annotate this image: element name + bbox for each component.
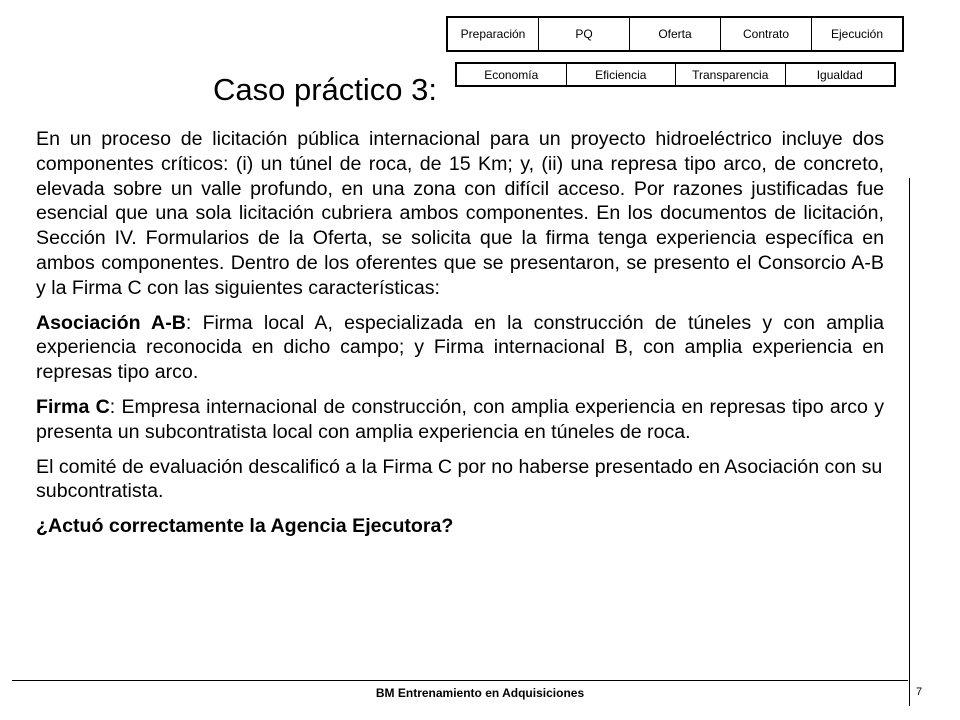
phase-nav: [446, 16, 904, 52]
nav-contrato[interactable]: Contrato: [721, 18, 812, 50]
nav-preparacion[interactable]: Preparación: [448, 18, 539, 50]
right-divider: [909, 178, 910, 706]
nav-pq[interactable]: PQ: [539, 18, 630, 50]
nav-transparencia[interactable]: Transparencia: [676, 64, 786, 85]
question-text: ¿Actuó correctamente la Agencia Ejecutora?: [36, 515, 454, 538]
principles-nav: [455, 62, 896, 87]
footer-divider: [12, 680, 908, 681]
nav-igualdad[interactable]: Igualdad: [816, 67, 863, 82]
firma-c-text: : Empresa internacional de construcción, con amplia experiencia en represas tipo arco y presenta un subcontratista local con amplia experiencia en túneles de roca.: [36, 395, 885, 443]
question-paragraph: [36, 514, 884, 539]
page-number: 7: [916, 686, 923, 698]
asociacion-label: Asociación A-B: [36, 311, 186, 334]
firma-c-label: Firma C: [36, 395, 110, 418]
nav-eficiencia[interactable]: Eficiencia: [567, 64, 677, 85]
case-intro-paragraph: En un proceso de licitación pública internacional para un proyecto hidroeléctrico incluye dos componentes críticos: (i) un túnel de roca, de 15 Km; y, (ii) una represa tipo arco, de concreto, elevada sobre un valle profundo, en una zona con difícil acceso. Por razones justificadas fue esencial que una sola licitación cubriera ambos componentes. En los documentos de licitación, Sección IV. Formularios de la Oferta, se solicita que la firma tenga experiencia específica en ambos componentes. Dentro de los oferentes que se presentaron, se presento el Consorcio A-B y la Firma C con las siguientes características:: [36, 128, 884, 299]
nav-ejecucion[interactable]: Ejecución: [830, 27, 884, 41]
nav-oferta[interactable]: Oferta: [630, 18, 721, 50]
case-body: [36, 127, 884, 549]
committee-paragraph: El comité de evaluación descalificó a la Firma C por no haberse presentado en Asociación con su subcontratista.: [36, 455, 883, 503]
asociacion-text: : Firma local A, especializada en la construcción de túneles y con amplia experiencia reconocida en dicho campo; y Firma internacional B, con amplia experiencia en represas tipo arco.: [36, 311, 884, 384]
asociacion-paragraph: [36, 311, 884, 385]
footer-text: BM Entrenamiento en Adquisiciones: [375, 686, 585, 700]
firma-c-paragraph: [36, 395, 884, 445]
slide-title: Caso práctico 3:: [213, 72, 437, 107]
nav-economia[interactable]: Economía: [457, 64, 567, 85]
